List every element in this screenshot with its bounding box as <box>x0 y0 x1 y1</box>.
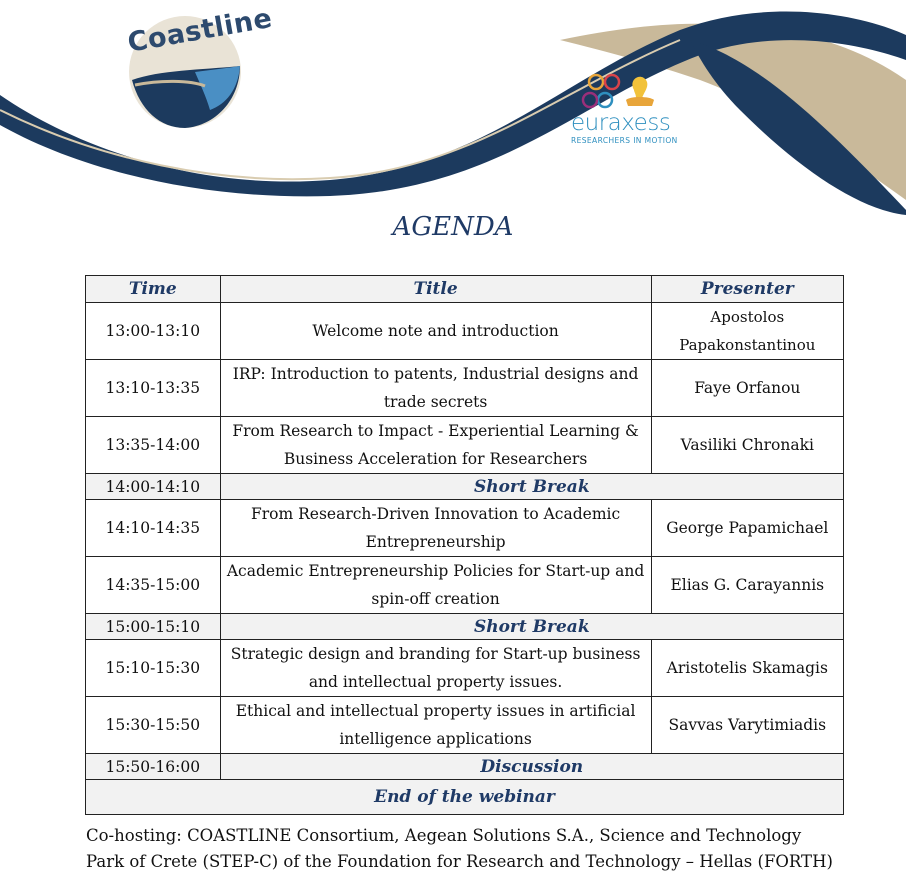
discussion-label: Discussion <box>220 754 843 780</box>
footer-line-1: Co-hosting: COASTLINE Consortium, Aegean Solutions S.A., Science and Technology <box>86 826 802 845</box>
presenter-cell: Aristotelis Skamagis <box>651 640 843 697</box>
footer-line-2: Park of Crete (STEP-C) of the Foundation for Research and Technology – Hellas (FORTH) <box>86 852 833 871</box>
table-row <box>86 557 844 614</box>
euraxess-logo-text: euraxess <box>571 110 671 136</box>
header-time: Time <box>86 276 221 303</box>
table-row <box>86 500 844 557</box>
presenter-cell: Savvas Varytimiadis <box>651 697 843 754</box>
table-row <box>86 360 844 417</box>
presenter-cell: Elias G. Carayannis <box>651 557 843 614</box>
end-row <box>86 780 844 815</box>
time-cell: 15:00-15:10 <box>86 614 221 640</box>
time-cell: 15:50-16:00 <box>86 754 221 780</box>
end-label: End of the webinar <box>86 780 844 815</box>
time-cell: 14:35-15:00 <box>86 557 221 614</box>
time-cell: 13:35-14:00 <box>86 417 221 474</box>
agenda-title: AGENDA <box>392 212 514 242</box>
break-label: Short Break <box>220 614 843 640</box>
title-cell: From Research-Driven Innovation to Academic Entrepreneurship <box>220 500 651 557</box>
presenter-cell: Apostolos Papakonstantinou <box>651 303 843 360</box>
title-cell: Ethical and intellectual property issues in artificial intelligence applications <box>220 697 651 754</box>
time-cell: 15:30-15:50 <box>86 697 221 754</box>
coastline-logo-text: Coastline <box>125 2 275 59</box>
table-row <box>86 303 844 360</box>
table-row <box>86 697 844 754</box>
title-cell: Academic Entrepreneurship Policies for Start-up and spin-off creation <box>220 557 651 614</box>
time-cell: 13:10-13:35 <box>86 360 221 417</box>
break-row <box>86 474 844 500</box>
time-cell: 13:00-13:10 <box>86 303 221 360</box>
time-cell: 15:10-15:30 <box>86 640 221 697</box>
time-cell: 14:10-14:35 <box>86 500 221 557</box>
agenda-table <box>85 275 844 815</box>
table-row <box>86 640 844 697</box>
presenter-cell: George Papamichael <box>651 500 843 557</box>
title-cell: From Research to Impact - Experiential Learning & Business Acceleration for Researchers <box>220 417 651 474</box>
title-cell: IRP: Introduction to patents, Industrial designs and trade secrets <box>220 360 651 417</box>
header-presenter: Presenter <box>651 276 843 303</box>
time-cell: 14:00-14:10 <box>86 474 221 500</box>
presenter-cell: Vasiliki Chronaki <box>651 417 843 474</box>
break-label: Short Break <box>220 474 843 500</box>
table-header-row <box>86 276 844 303</box>
discussion-row <box>86 754 844 780</box>
co-hosting-footer <box>86 823 886 875</box>
title-cell: Strategic design and branding for Start-up business and intellectual property issues. <box>220 640 651 697</box>
presenter-cell: Faye Orfanou <box>651 360 843 417</box>
break-row <box>86 614 844 640</box>
table-row <box>86 417 844 474</box>
euraxess-tagline: RESEARCHERS IN MOTION <box>571 136 678 145</box>
header-title: Title <box>220 276 651 303</box>
title-cell: Welcome note and introduction <box>220 303 651 360</box>
